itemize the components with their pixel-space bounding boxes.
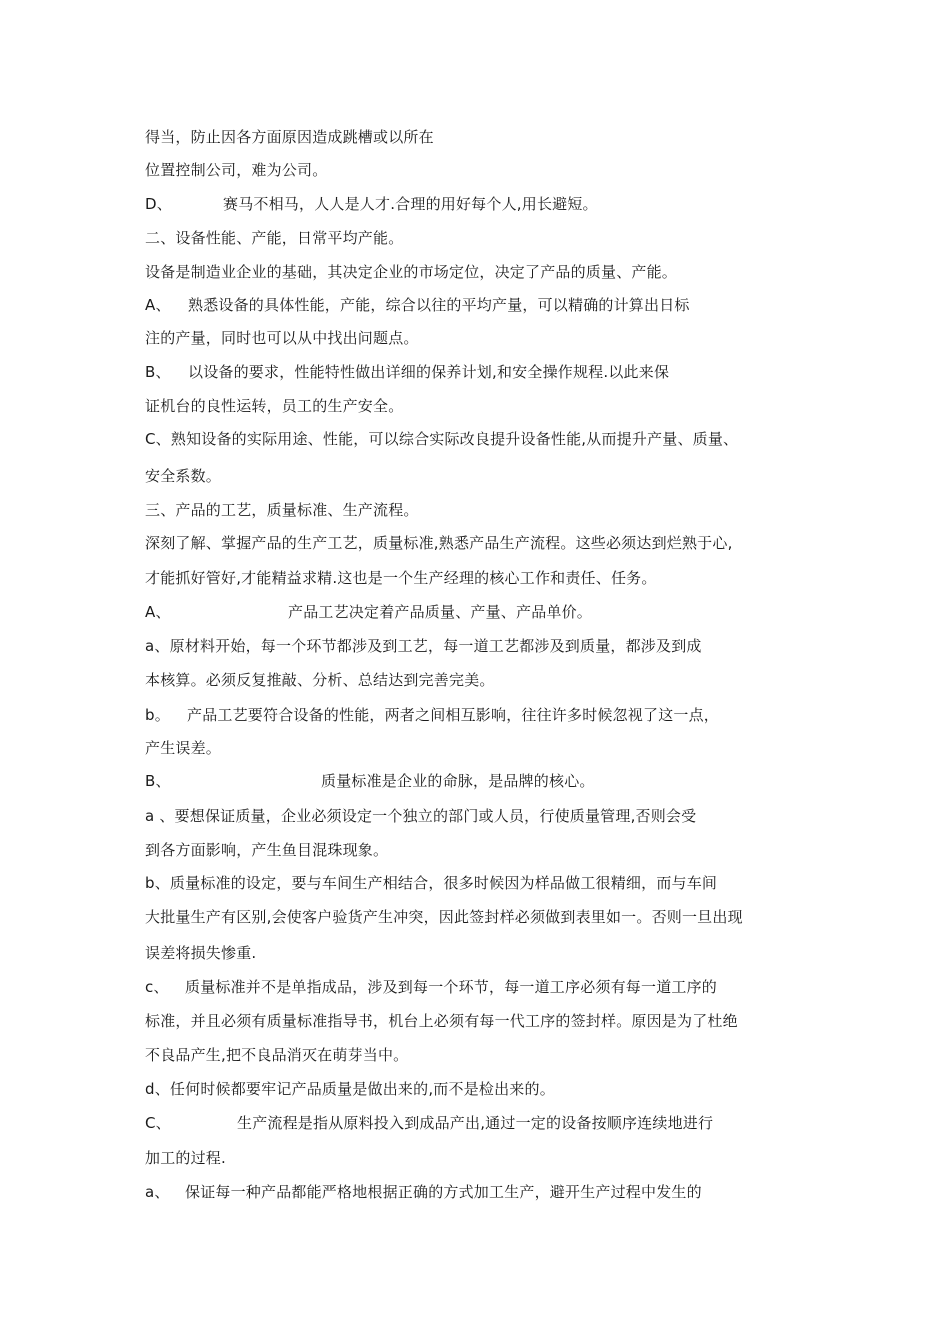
line-text: 产品工艺要符合设备的性能，两者之间相互影响，往往许多时候忽视了这一点， [187, 706, 720, 724]
list-marker: B、 [145, 363, 171, 381]
list-marker: D、 [145, 195, 172, 213]
list-marker: b。 [145, 706, 170, 724]
line-text: 才能抓好管好,才能精益求精.这也是一个生产经理的核心工作和责任、任务。 [145, 569, 657, 587]
text-line [145, 977, 717, 997]
line-text: 保证每一种产品都能严格地根据正确的方式加工生产，避开生产过程中发生的 [185, 1183, 702, 1201]
text-line [145, 907, 743, 927]
list-marker: A、 [145, 603, 171, 621]
line-text: 本核算。必须反复推敲、分析、总结达到完善完美。 [145, 671, 495, 689]
text-line [145, 1148, 226, 1168]
line-text: 三、产品的工艺，质量标准、生产流程。 [145, 501, 419, 519]
list-marker: C、 [145, 1114, 171, 1132]
text-line [145, 1011, 738, 1031]
text-line [145, 806, 696, 826]
line-text: 得当，防止因各方面原因造成跳槽或以所在 [145, 128, 434, 146]
text-line [145, 771, 595, 791]
text-line [145, 568, 657, 588]
line-text: 赛马不相马，人人是人才.合理的用好每个人,用长避短。 [223, 195, 598, 213]
line-text: a 、要想保证质量，企业必须设定一个独立的部门或人员，行使质量管理,否则会受 [145, 807, 697, 825]
line-text: 安全系数。 [145, 467, 222, 485]
text-line [145, 1045, 408, 1065]
text-line [145, 160, 327, 180]
text-line [145, 670, 495, 690]
text-line [145, 362, 669, 382]
text-line [145, 840, 388, 860]
text-line [145, 328, 419, 348]
line-text: 位置控制公司，难为公司。 [145, 161, 328, 179]
line-text: 以设备的要求，性能特性做出详细的保养计划,和安全操作规程.以此来保 [188, 363, 670, 381]
text-line [145, 262, 677, 282]
line-text: 生产流程是指从原料投入到成品产出,通过一定的设备按顺序连续地进行 [237, 1114, 714, 1132]
list-marker: B、 [145, 772, 171, 790]
line-text: 设备是制造业企业的基础，其决定企业的市场定位，决定了产品的质量、产能。 [145, 263, 678, 281]
line-text: 加工的过程. [145, 1149, 226, 1167]
line-text: a、原材料开始，每一个环节都涉及到工艺，每一道工艺都涉及到质量，都涉及到成 [145, 637, 702, 655]
list-marker: a、 [145, 1183, 170, 1201]
line-text: 不良品产生,把不良品消灭在萌芽当中。 [145, 1046, 409, 1064]
line-text: 标准，并且必须有质量标准指导书，机台上必须有每一代工序的签封样。原因是为了杜绝 [145, 1012, 738, 1030]
line-text: 到各方面影响，产生鱼目混珠现象。 [145, 841, 389, 859]
text-line [145, 705, 719, 725]
text-line [145, 1079, 555, 1099]
line-text: d、任何时候都要牢记产品质量是做出来的,而不是检出来的。 [145, 1080, 555, 1098]
section-heading [145, 228, 403, 248]
text-line [145, 295, 690, 315]
line-text: 大批量生产有区别,会使客户验货产生冲突，因此签封样必须做到表里如一。否则一旦出现 [145, 908, 743, 926]
text-line [145, 466, 221, 486]
line-text: 注的产量，同时也可以从中找出问题点。 [145, 329, 419, 347]
line-text: 产品工艺决定着产品质量、产量、产品单价。 [288, 603, 593, 621]
line-text: 质量标准并不是单指成品，涉及到每一个环节，每一道工序必须有每一道工序的 [185, 978, 718, 996]
text-line [145, 396, 403, 416]
line-text: 证机台的良性运转，员工的生产安全。 [145, 397, 404, 415]
section-heading [145, 500, 419, 520]
text-line [145, 194, 598, 214]
line-text: 误差将损失惨重. [145, 944, 257, 962]
text-line [145, 873, 717, 893]
line-text: 熟悉设备的具体性能，产能，综合以往的平均产量，可以精确的计算出日标 [188, 296, 690, 314]
text-line [145, 533, 733, 553]
line-text: b、质量标准的设定，要与车间生产相结合，很多时候因为样品做工很精细，而与车间 [145, 874, 718, 892]
text-line [145, 636, 702, 656]
line-text: 产生误差。 [145, 739, 222, 757]
list-marker: A、 [145, 296, 171, 314]
text-line [145, 429, 738, 449]
text-line [145, 602, 592, 622]
text-line [145, 1113, 713, 1133]
text-line [145, 1182, 702, 1202]
text-line [145, 738, 221, 758]
text-line [145, 943, 256, 963]
line-text: C、熟知设备的实际用途、性能，可以综合实际改良提升设备性能,从而提升产量、质量、 [145, 430, 739, 448]
line-text: 质量标准是企业的命脉，是品牌的核心。 [321, 772, 595, 790]
line-text: 深刻了解、掌握产品的生产工艺，质量标准,熟悉产品生产流程。这些必须达到烂熟于心, [145, 534, 733, 552]
line-text: 二、设备性能、产能，日常平均产能。 [145, 229, 404, 247]
text-line [145, 127, 434, 147]
list-marker: c、 [145, 978, 169, 996]
